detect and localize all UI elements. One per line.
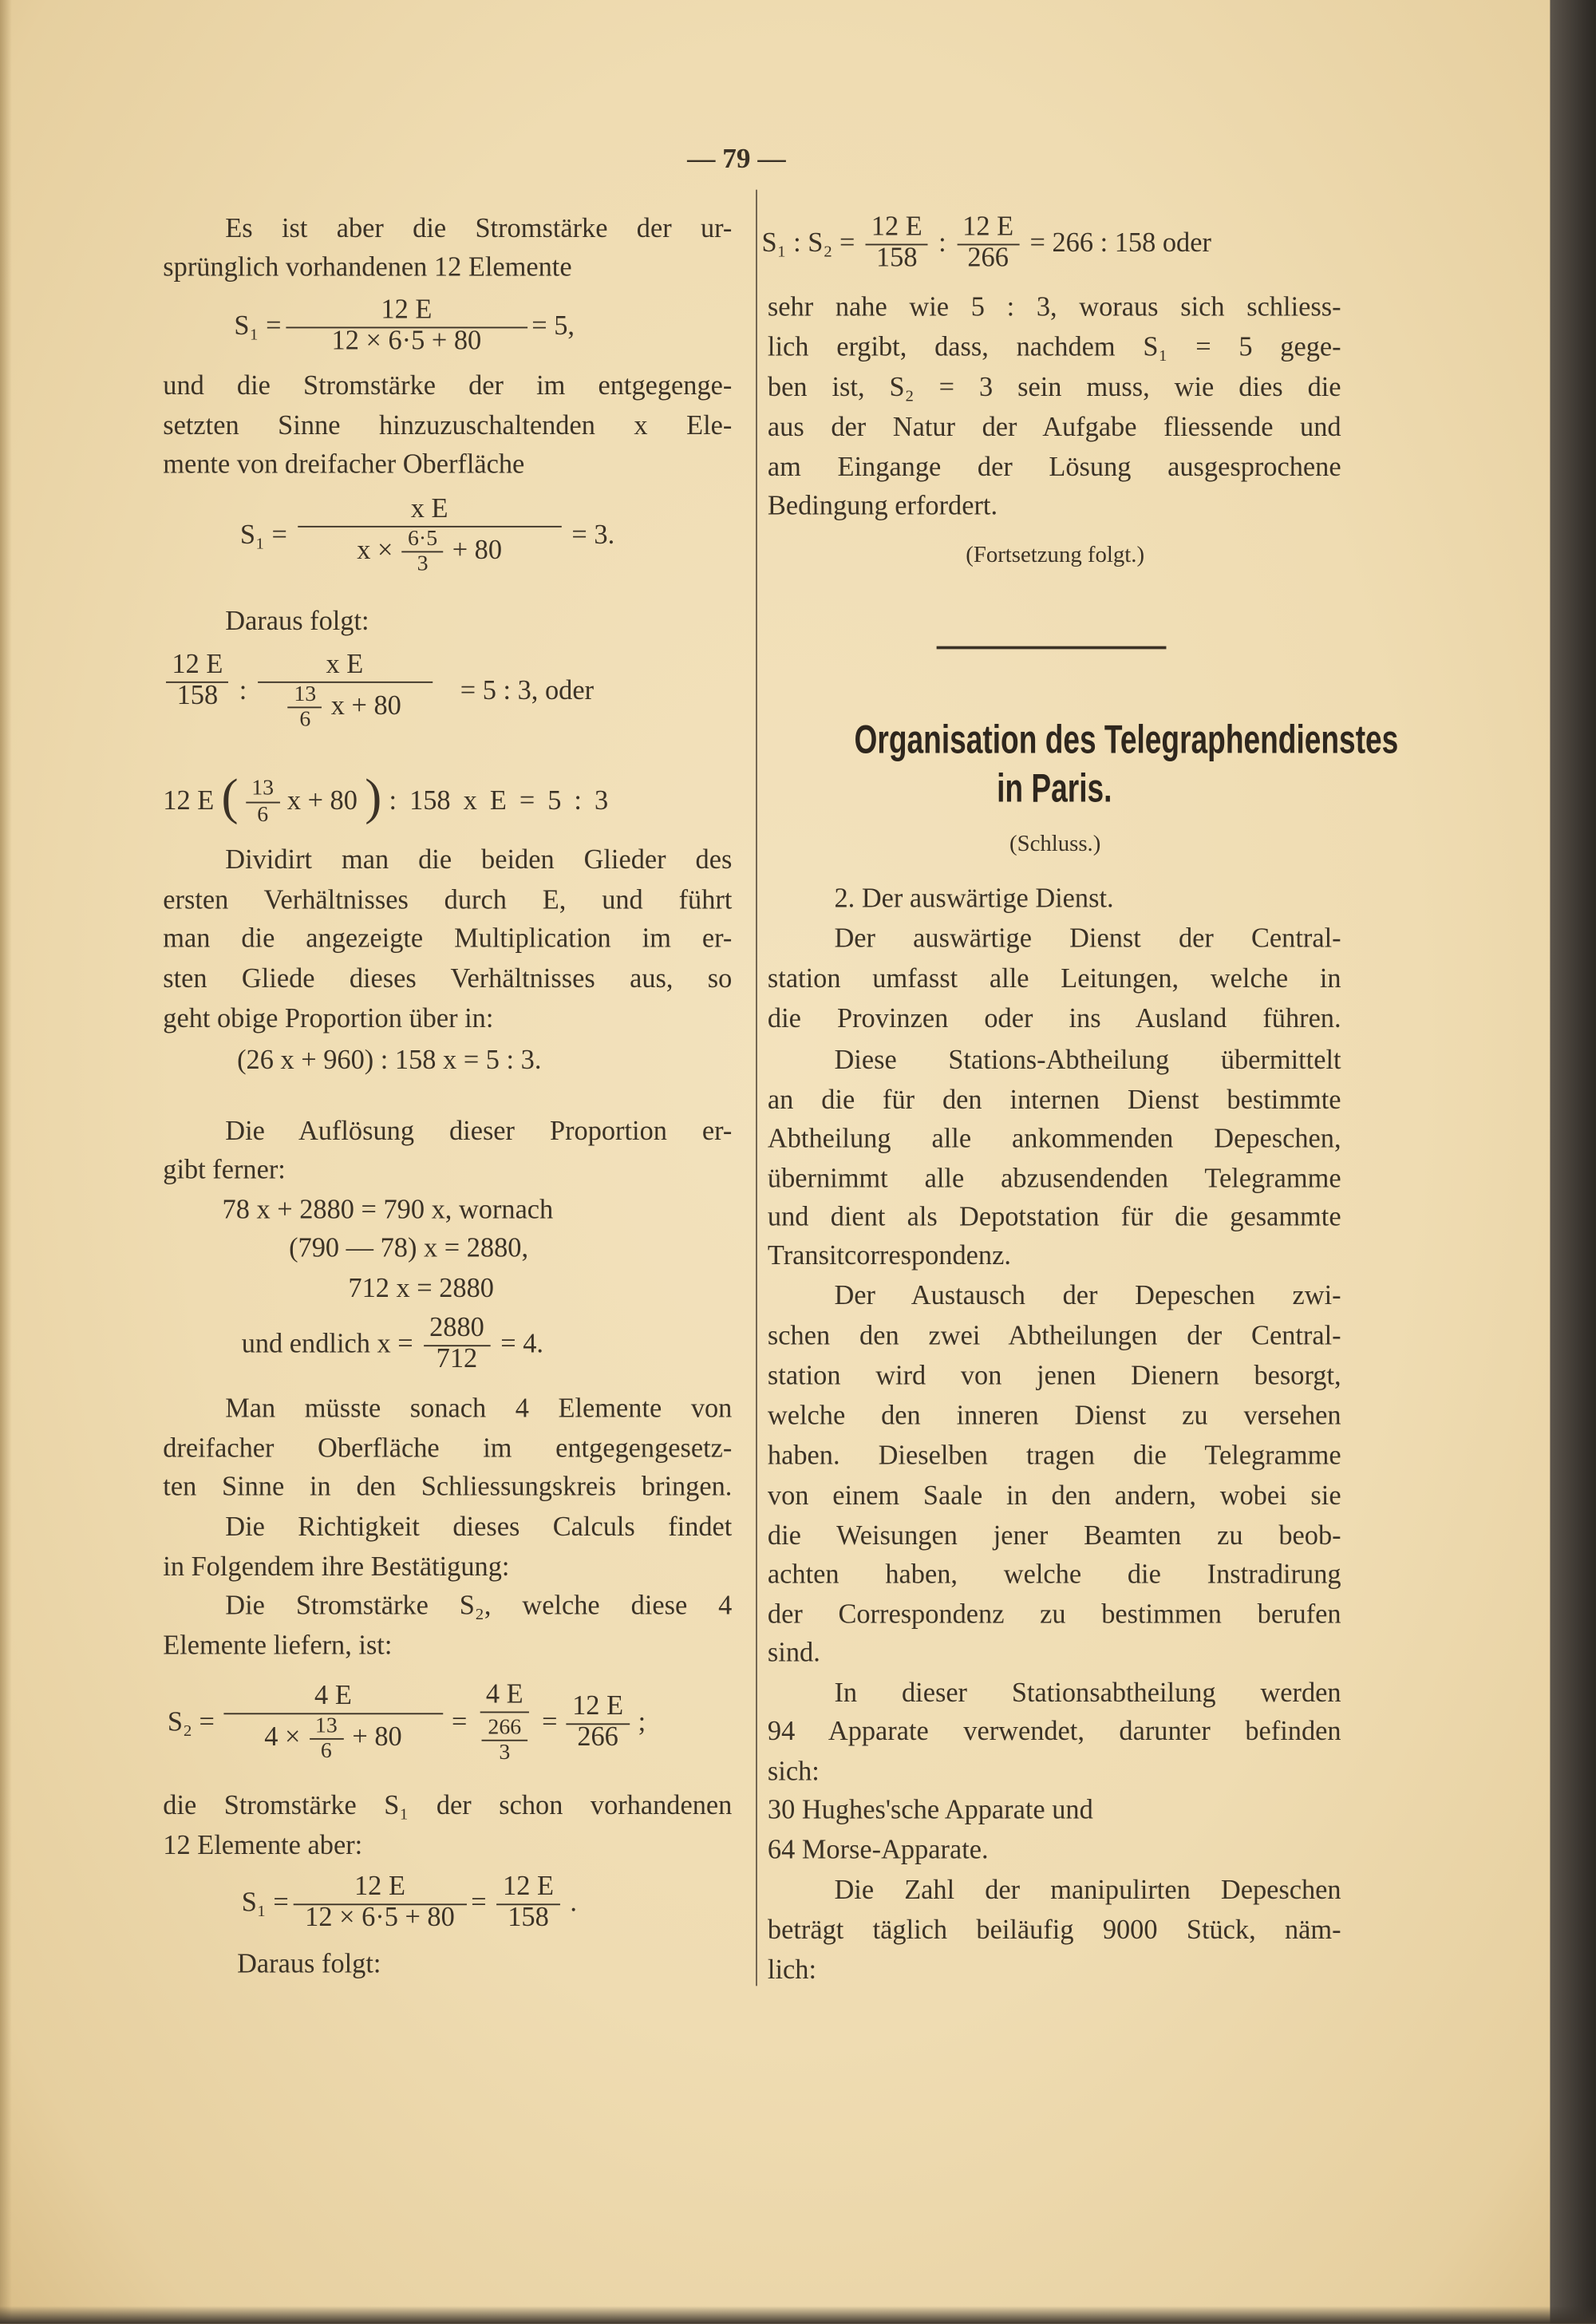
denominator: 6 (299, 708, 311, 733)
article-title (759, 716, 1399, 814)
right-text-line: beträgt täglich beiläufig 9000 Stück, näm- (767, 1916, 1341, 1947)
left-text-line: Daraus folgt: (225, 607, 369, 638)
right-text-line: am Eingange der Lösung ausgesprochene (767, 453, 1341, 484)
formula-proportion (166, 652, 594, 733)
fraction (223, 1683, 443, 1764)
right-text-line: station wird von jenen Dienern besorgt, (767, 1362, 1341, 1392)
sub-fraction (288, 683, 322, 733)
left-text-line: (26 x + 960) : 158 x = 5 : 3. (237, 1046, 542, 1077)
right-text-line: In dieser Stationsabtheilung werden (834, 1678, 1341, 1709)
right-text-line: die Weisungen jener Beamten zu beob- (767, 1522, 1341, 1552)
numerator: 12 E (286, 297, 527, 328)
denominator-part: + 80 (452, 536, 503, 566)
numerator: 12 E (567, 1694, 630, 1725)
section-divider (937, 646, 1167, 649)
formula-lhs: S₁ = (239, 520, 287, 551)
numerator: 12 E (166, 652, 229, 683)
right-text-line: 94 Apparate verwendet, darunter befinden (767, 1717, 1341, 1748)
right-text-line: Transitcorrespondenz. (767, 1242, 1011, 1272)
left-text-line: Man müsste sonach 4 Elemente von (225, 1394, 733, 1425)
right-text-line: schen den zwei Abtheilungen der Central- (767, 1322, 1341, 1352)
denominator (351, 528, 508, 577)
formula-x-equals-4 (242, 1315, 543, 1376)
denominator-part: 4 × (264, 1722, 301, 1753)
left-text-line: (790 — 78) x = 2880, (289, 1234, 529, 1265)
article-title-line-1: Organisation des Telegraphendienstes (854, 717, 1399, 762)
right-text-line: lich: (767, 1956, 817, 1986)
left-text-line: man die angezeigte Multiplication im er- (163, 924, 733, 955)
ratio-sign: : (239, 676, 247, 706)
numerator: 12 E (957, 214, 1020, 245)
formula-lhs: S₁ = (241, 1888, 289, 1919)
sub-fraction (310, 1714, 344, 1764)
denominator: 158 (176, 681, 219, 711)
left-text-line: mente von dreifacher Oberfläche (163, 450, 525, 480)
fraction (476, 1682, 533, 1765)
denominator: 712 (436, 1345, 478, 1375)
formula-s1-equals-5 (234, 297, 575, 358)
right-text-line: 2. Der auswärtige Dienst. (834, 884, 1114, 915)
equals-sign: = (471, 1888, 487, 1919)
numerator: 4 E (223, 1683, 443, 1714)
scan-bottom-edge (0, 2306, 1596, 2323)
right-text-line: ben ist, S₂ = 3 sein muss, wie dies die (767, 373, 1341, 404)
sub-fraction (402, 528, 444, 577)
numerator: 12 E (293, 1874, 466, 1905)
left-text-line: in Folgendem ihre Bestätigung: (163, 1553, 510, 1583)
formula-lhs: und endlich x = (241, 1330, 413, 1360)
numerator: x E (298, 496, 562, 528)
left-text-line: 712 x = 2880 (348, 1275, 494, 1305)
ratio-sign: : (938, 228, 946, 259)
denominator: 3 (499, 1741, 511, 1765)
page-number: — 79 — (687, 144, 786, 176)
sub-fraction (246, 777, 280, 827)
numerator: 13 (288, 683, 322, 709)
left-text-line: 12 Elemente aber: (163, 1832, 363, 1862)
formula-lhs: S₁ : S₂ = (761, 228, 855, 259)
page-left-edge (0, 0, 12, 2324)
scan-binding-edge (1550, 0, 1596, 2324)
left-text-line: Die Auflösung dieser Proportion er- (225, 1117, 733, 1148)
left-text-line: gibt ferner: (163, 1156, 286, 1186)
left-text-line: Es ist aber die Stromstärke der ur- (225, 215, 733, 245)
right-text-line: aus der Natur der Aufgabe fliessende und (767, 413, 1341, 444)
left-text-line: Die Stromstärke S₂, welche diese 4 (225, 1591, 733, 1622)
left-text-line: setzten Sinne hinzuzuschaltenden x Ele- (163, 412, 733, 442)
denominator: 6 (320, 1740, 332, 1764)
denominator: 266 (967, 243, 1009, 274)
formula-part: 12 E (163, 786, 215, 816)
denominator (282, 683, 407, 733)
right-text-line: und dient als Depotstation für die gesammte (767, 1203, 1341, 1234)
denominator (476, 1713, 533, 1765)
left-text-line: sten Gliede dieses Verhältnisses aus, so (163, 964, 733, 995)
right-text-line: 30 Hughes'sche Apparate und (767, 1796, 1093, 1826)
right-text-line: achten haben, welche die Instradirung (767, 1560, 1341, 1591)
formula-rhs: . (570, 1888, 577, 1919)
right-text-line: welche den inneren Dienst zu versehen (767, 1401, 1341, 1432)
fraction (299, 1874, 460, 1935)
formula-rhs: = 5, (531, 311, 575, 342)
fraction (957, 214, 1020, 275)
fraction (424, 1315, 491, 1376)
formula-s1-s2-ratio (761, 214, 1211, 275)
formula-rhs: = 4. (500, 1330, 543, 1360)
denominator (259, 1714, 408, 1764)
numerator: 266 (482, 1716, 527, 1741)
formula-expanded-proportion (163, 770, 609, 827)
denominator: 12 × 6·5 + 80 (305, 1903, 455, 1934)
left-text-line: ersten Verhältnisses durch E, und führt (163, 886, 733, 916)
denominator-part: x + 80 (330, 691, 401, 721)
equals-sign: = (542, 1708, 558, 1738)
right-text-line: an die für den internen Dienst bestimmte (767, 1086, 1341, 1117)
left-text-line: 78 x + 2880 = 790 x, wornach (222, 1196, 554, 1226)
article-title-line-2: in Paris. (997, 766, 1113, 811)
fraction (865, 214, 928, 275)
right-text-line: sehr nahe wie 5 : 3, woraus sich schliess- (767, 293, 1341, 323)
numerator: 13 (310, 1714, 344, 1740)
numerator: x E (257, 652, 432, 683)
numerator: 2880 (424, 1315, 491, 1346)
denominator: 12 × 6·5 + 80 (331, 326, 482, 357)
right-text-line: der Correspondenz zu bestimmen berufen (767, 1600, 1341, 1630)
right-text-line: die Provinzen oder ins Ausland führen. (767, 1005, 1341, 1035)
continuation-note: (Fortsetzung folgt.) (966, 542, 1145, 568)
left-text-line: ten Sinne in den Schliessungskreis bringen. (163, 1472, 733, 1503)
left-text-line: geht obige Proportion über in: (163, 1005, 494, 1035)
left-text-line: und die Stromstärke der im entgegenge- (163, 372, 733, 402)
formula-part: x + 80 (286, 786, 358, 816)
right-text-line: sich: (767, 1757, 820, 1788)
formula-s1-equals-3 (240, 496, 614, 577)
left-text-line: Dividirt man die beiden Glieder des (225, 846, 733, 876)
denominator: 158 (876, 243, 918, 274)
numerator: 12 E (865, 214, 928, 245)
formula-s2 (168, 1682, 646, 1765)
left-text-line: sprünglich vorhandenen 12 Elemente (163, 253, 572, 283)
fraction (257, 652, 432, 733)
denominator-part: x × (357, 536, 393, 566)
denominator: 266 (577, 1722, 618, 1753)
right-text-line: Bedingung erfordert. (767, 492, 998, 522)
denominator-part: + 80 (352, 1722, 402, 1753)
formula-rhs: = 266 : 158 oder (1029, 228, 1211, 259)
denominator: 3 (417, 552, 429, 577)
right-text-line: sind. (767, 1638, 820, 1669)
numerator: 12 E (497, 1874, 560, 1905)
numerator: 13 (246, 777, 280, 803)
numerator: 6·5 (402, 528, 444, 553)
sub-fraction (482, 1716, 527, 1765)
left-text-line: dreifacher Oberfläche im entgegengesetz- (163, 1434, 733, 1464)
formula-lhs: S₁ = (234, 311, 282, 342)
right-text-line: Der auswärtige Dienst der Central- (834, 924, 1341, 955)
right-text-line: haben. Dieselben tragen die Telegramme (767, 1441, 1341, 1472)
fraction (567, 1691, 630, 1754)
equals-sign: = (452, 1708, 468, 1738)
formula-rhs: = 5 : 3, oder (460, 676, 595, 706)
fraction (291, 297, 521, 358)
right-text-line: lich ergibt, dass, nachdem S₁ = 5 gege- (767, 333, 1341, 363)
paren-open: ( (221, 770, 239, 826)
left-text-line: Die Richtigkeit dieses Calculs findet (225, 1512, 733, 1543)
denominator: 6 (257, 802, 269, 827)
left-text-line: die Stromstärke S₁ der schon vorhandenen (163, 1792, 733, 1822)
numerator: 4 E (480, 1682, 529, 1713)
fraction (166, 652, 229, 713)
column-divider (756, 190, 757, 1986)
right-text-line: 64 Morse-Apparate. (767, 1836, 989, 1866)
right-text-line: übernimmt alle abzusendenden Telegramme (767, 1164, 1341, 1195)
right-text-line: Diese Stations-Abtheilung übermittelt (834, 1046, 1341, 1077)
formula-lhs: S₂ = (167, 1708, 215, 1738)
formula-part: : 158 x E = 5 : 3 (389, 786, 609, 816)
right-text-line: Die Zahl der manipulirten Depeschen (834, 1875, 1341, 1907)
denominator: 158 (508, 1903, 549, 1934)
formula-rhs: ; (638, 1708, 646, 1738)
fraction (497, 1874, 560, 1935)
article-subtitle: (Schluss.) (1009, 831, 1101, 857)
left-text-line: Daraus folgt: (237, 1950, 381, 1980)
right-text-line: Der Austausch der Depeschen zwi- (834, 1282, 1341, 1312)
right-text-line: von einem Saale in den andern, wobei sie (767, 1482, 1341, 1512)
fraction (298, 496, 562, 577)
right-text-line: station umfasst alle Leitungen, welche in (767, 964, 1341, 995)
formula-s1-existing (242, 1874, 577, 1935)
right-text-line: Abtheilung alle ankommenden Depeschen, (767, 1124, 1341, 1155)
paren-close: ) (365, 770, 382, 826)
formula-rhs: = 3. (571, 520, 615, 551)
left-text-line: Elemente liefern, ist: (163, 1631, 393, 1662)
